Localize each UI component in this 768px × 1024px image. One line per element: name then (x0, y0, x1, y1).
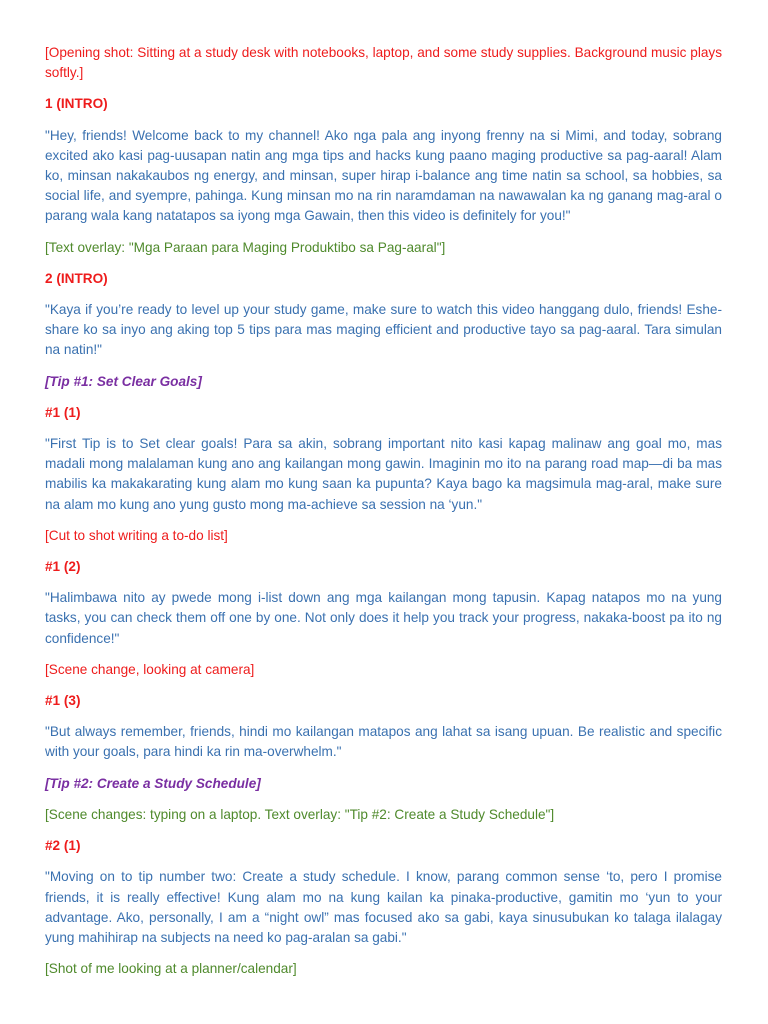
stage-direction: [Opening shot: Sitting at a study desk with notebooks, laptop, and some study supplies. Background music plays softly.] (45, 45, 722, 81)
dialogue-paragraph: "Moving on to tip number two: Create a study schedule. I know, parang common sense ‘to, pero I promise friends, it is really effective! Kung alam mo na kung kailan ka pinaka-productive, gamitin mo ‘yun to your advantage. Ako, personally, I am a “night owl” mas focused ako sa gabi, kaya sinusubukan ko talaga ilalagay yung mahihirap na subjects na need ko pag-aralan sa gabi." (45, 869, 722, 945)
dialogue-paragraph: "First Tip is to Set clear goals! Para sa akin, sobrang important nito kasi kapag malinaw ang goal mo, mas madali mong malalaman kung ano ang kailangan mong gawin. Imaginin mo ito na parang road map—di ba mas mabilis ka makakarating kung alam mo kung saan ka pupunta? Kaya bago ka magsimula mag-aral, make sure na alam mo kung ano yung gusto mong ma-achieve sa session na ‘yun." (45, 436, 722, 512)
text-overlay-note: [Scene changes: typing on a laptop. Text overlay: "Tip #2: Create a Study Schedule"] (45, 806, 555, 822)
text-overlay-note: [Text overlay: "Mga Paraan para Maging Produktibo sa Pag-aaral"] (45, 239, 446, 255)
section-heading: #1 (3) (45, 693, 81, 709)
shot-note: [Shot of me looking at a planner/calendar] (45, 961, 297, 977)
section-heading: #2 (1) (45, 838, 81, 854)
dialogue-paragraph: "But always remember, friends, hindi mo kailangan matapos ang lahat sa isang upuan. Be realistic and specific with your goals, para hindi ka rin ma-overwhelm." (45, 724, 722, 760)
section-heading: #1 (2) (45, 559, 81, 575)
tip-heading: [Tip #2: Create a Study Schedule] (45, 775, 261, 791)
dialogue-paragraph: "Halimbawa nito ay pwede mong i-list down ang mga kailangan mong tapusin. Kapag natapos mo na yung tasks, you can check them off one by one. Not only does it help you track your progress, nakaka-boost pa ito ng confidence!" (45, 590, 722, 646)
dialogue-paragraph: "Kaya if you’re ready to level up your study game, make sure to watch this video hanggang dulo, friends! Eshe-share ko sa inyo ang aking top 5 tips para mas maging efficient and productive tayo sa pag-aaral. Tara simulan na natin!" (45, 302, 722, 358)
section-heading: 1 (INTRO) (45, 96, 108, 112)
tip-heading: [Tip #1: Set Clear Goals] (45, 373, 202, 389)
stage-direction: [Scene change, looking at camera] (45, 661, 255, 677)
section-heading: 2 (INTRO) (45, 270, 108, 286)
dialogue-paragraph: "Hey, friends! Welcome back to my channel! Ako nga pala ang inyong frenny na si Mimi, and today, sobrang excited ako kasi pag-uusapan natin ang mga tips and hacks kung paano maging productive sa pag-aaral! Alam ko, minsan nakakaubos ng energy, and minsan, super hirap i-balance ang time natin sa school, sa hobbies, sa social life, and syempre, pahinga. Kung minsan mo na rin naramdaman na nawawalan ka ng ganang mag-aral o parang wala kang natatapos sa iyong mga Gawain, then this video is definitely for you!" (45, 127, 722, 224)
section-heading: #1 (1) (45, 404, 81, 420)
document-page (45, 43, 722, 990)
stage-direction: [Cut to shot writing a to-do list] (45, 527, 228, 543)
